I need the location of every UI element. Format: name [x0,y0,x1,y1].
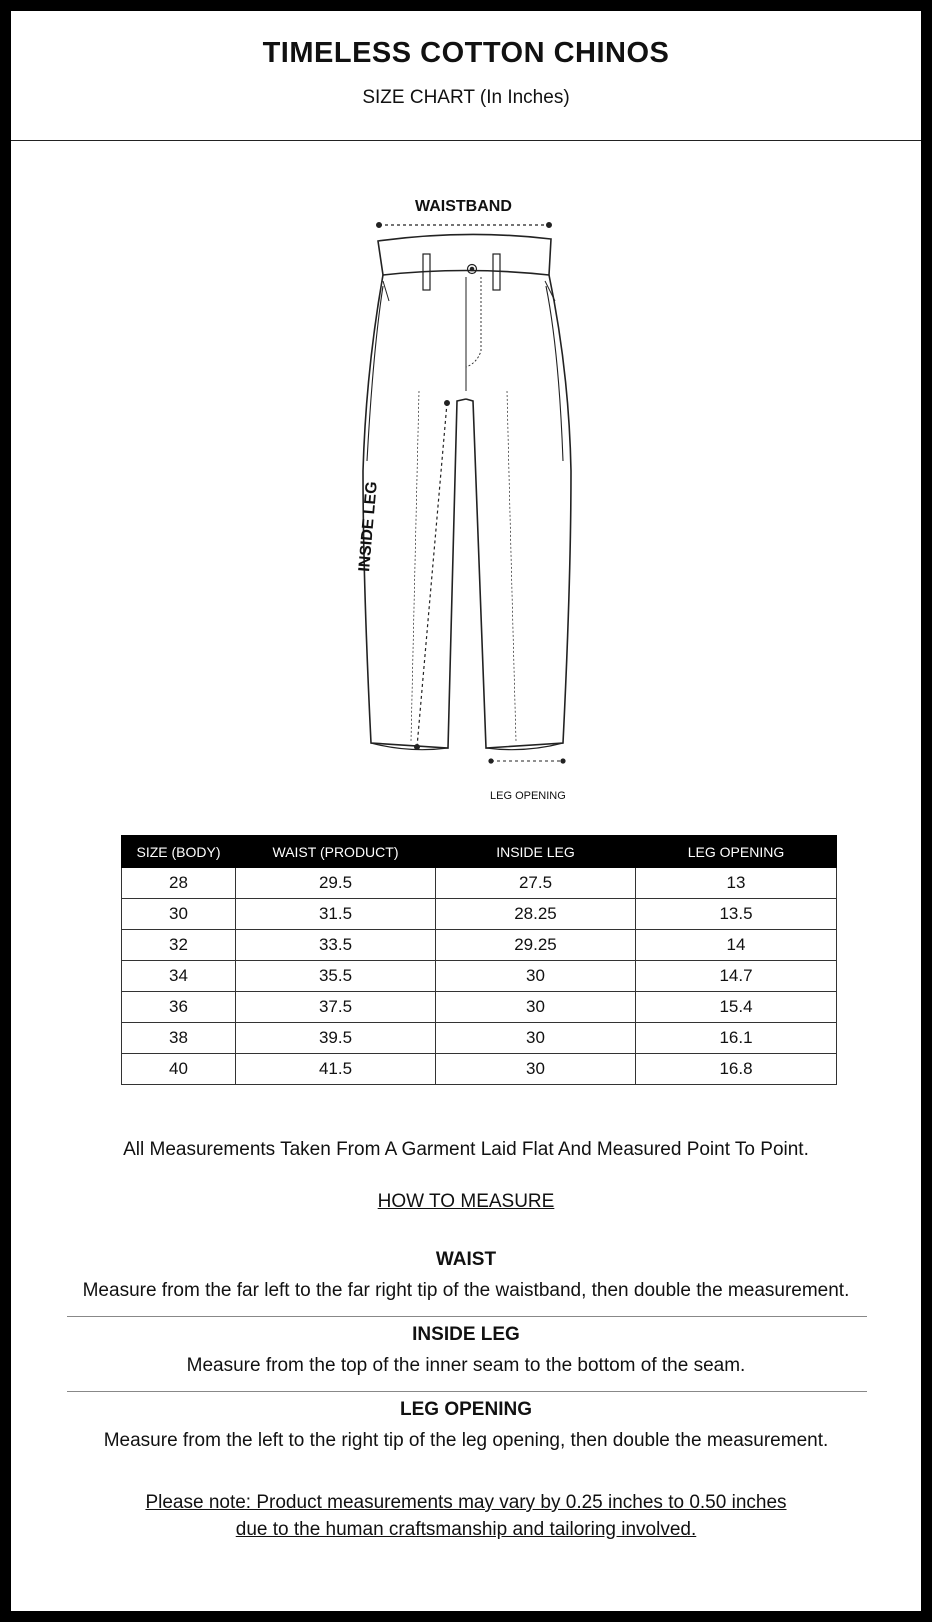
cell-size: 30 [122,899,236,930]
cell-size: 40 [122,1054,236,1085]
size-table [121,835,837,1085]
cell-waist: 29.5 [236,868,436,899]
table-row [122,899,837,930]
cell-leg-opening: 13 [636,868,837,899]
inside-leg-instructions: Measure from the top of the inner seam to the bottom of the seam. [186,1355,746,1376]
cell-inside-leg: 30 [436,1023,636,1054]
table-row [122,868,837,899]
cell-leg-opening: 13.5 [636,899,837,930]
chinos-diagram [11,141,921,821]
waist-instructions: Measure from the far left to the far right tip of the waistband, then double the measurement. [82,1280,850,1301]
cell-leg-opening: 14 [636,930,837,961]
table-header-row [122,836,837,868]
cell-leg-opening: 14.7 [636,961,837,992]
table-row [122,961,837,992]
size-chart-page [11,11,921,1611]
please-note-line-1: Please note: Product measurements may vary by 0.25 inches to 0.50 inches [145,1492,787,1513]
header-leg-opening: LEG OPENING [636,836,837,868]
cell-size: 28 [122,868,236,899]
header-waist: WAIST (PRODUCT) [236,836,436,868]
inside-leg-label: INSIDE LEG [356,480,381,573]
divider [67,1316,867,1317]
leg-opening-instructions: Measure from the left to the right tip of the leg opening, then double the measurement. [103,1430,829,1451]
inside-leg-title: INSIDE LEG [412,1324,520,1345]
cell-leg-opening: 16.1 [636,1023,837,1054]
cell-size: 36 [122,992,236,1023]
cell-waist: 41.5 [236,1054,436,1085]
table-row [122,992,837,1023]
table-row [122,1054,837,1085]
cell-inside-leg: 27.5 [436,868,636,899]
cell-inside-leg: 30 [436,961,636,992]
waist-title: WAIST [435,1249,497,1270]
table-row [122,930,837,961]
please-note-line-2: due to the human craftsmanship and tailoring involved. [235,1519,697,1540]
how-to-measure-heading: HOW TO MEASURE [377,1191,555,1212]
divider [67,1391,867,1392]
measurement-note: All Measurements Taken From A Garment Laid Flat And Measured Point To Point. [123,1139,809,1160]
table-row [122,1023,837,1054]
page-subtitle: SIZE CHART (In Inches) [362,87,570,108]
page-title: TIMELESS COTTON CHINOS [262,37,670,69]
cell-inside-leg: 30 [436,992,636,1023]
cell-waist: 35.5 [236,961,436,992]
cell-size: 32 [122,930,236,961]
trousers-illustration [11,141,921,821]
leg-opening-label: LEG OPENING [490,790,566,802]
cell-inside-leg: 28.25 [436,899,636,930]
cell-leg-opening: 15.4 [636,992,837,1023]
cell-waist: 37.5 [236,992,436,1023]
cell-inside-leg: 30 [436,1054,636,1085]
cell-leg-opening: 16.8 [636,1054,837,1085]
cell-size: 38 [122,1023,236,1054]
cell-waist: 31.5 [236,899,436,930]
cell-waist: 33.5 [236,930,436,961]
header-inside-leg: INSIDE LEG [436,836,636,868]
cell-inside-leg: 29.25 [436,930,636,961]
please-note [11,1489,921,1543]
header [11,11,921,141]
cell-waist: 39.5 [236,1023,436,1054]
header-size: SIZE (BODY) [122,836,236,868]
leg-opening-title: LEG OPENING [400,1399,532,1420]
cell-size: 34 [122,961,236,992]
waistband-label: WAISTBAND [415,198,512,215]
